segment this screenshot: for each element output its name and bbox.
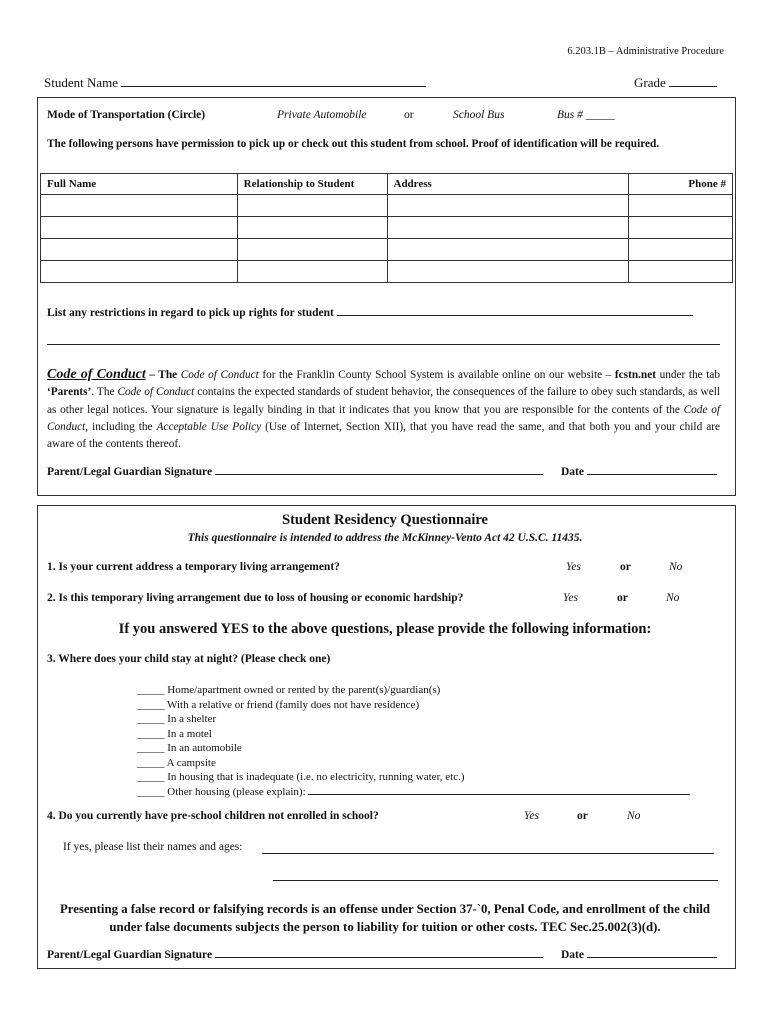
question-2: 2. Is this temporary living arrangement due to loss of housing or economic hardship?: [47, 592, 464, 604]
cell-full-name[interactable]: [41, 239, 238, 261]
option-other-row: [137, 785, 690, 800]
cell-relationship[interactable]: [237, 217, 387, 239]
student-name-row: [44, 75, 426, 91]
conduct-p1: for the Franklin County School System is available online on our website –: [258, 369, 615, 381]
conduct-aup: Acceptable Use Policy: [156, 420, 262, 433]
q2-or: or: [617, 592, 628, 604]
cell-relationship[interactable]: [237, 195, 387, 217]
conduct-site-link[interactable]: fcstn.net: [614, 369, 656, 381]
q4-no-option[interactable]: No: [627, 810, 641, 822]
if-yes-heading: If you answered YES to the above questions, please provide the following information:: [118, 621, 652, 637]
signature2-label: Parent/Legal Guardian Signature: [47, 949, 213, 961]
questionnaire-subtitle: This questionnaire is intended to address the McKinney-Vento Act 42 U.S.C. 11435.: [187, 532, 583, 544]
preschool-list-field[interactable]: [262, 853, 714, 854]
option-automobile[interactable]: _____ In an automobile: [137, 742, 242, 754]
restrictions-label: List any restrictions in regard to pick up rights for student: [47, 307, 334, 319]
table-row: [41, 195, 733, 217]
cell-phone[interactable]: [629, 217, 733, 239]
date1-label: Date: [561, 466, 584, 478]
transport-or: or: [404, 109, 414, 121]
signature2-row: [47, 949, 543, 961]
table-row: [41, 261, 733, 283]
cell-full-name[interactable]: [41, 217, 238, 239]
question-3: 3. Where does your child stay at night? (Please check one): [47, 653, 331, 665]
grade-label: Grade: [634, 75, 666, 90]
conduct-coc1: Code of Conduct: [180, 369, 259, 381]
question-1: 1. Is your current address a temporary living arrangement?: [47, 561, 340, 573]
conduct-coc3: Code of Conduct: [47, 403, 720, 433]
q4-or: or: [577, 810, 588, 822]
conduct-p6: (Use of Internet, Section XII), that you have read the same, and that both you and your child are aware of the contents thereof.: [47, 420, 720, 451]
grade-field[interactable]: [669, 86, 717, 87]
transport-label: Mode of Transportation (Circle): [47, 109, 206, 121]
cell-address[interactable]: [387, 195, 629, 217]
col-phone: Phone #: [629, 174, 733, 195]
conduct-p4: contains the expected standards of student behavior, the consequences of the failure to obey such standards, as well as other legal notices. Your signature is legally binding in that it indicates that you know that you are responsible for the contents of the: [47, 386, 720, 416]
other-explain-field[interactable]: [308, 794, 690, 795]
conduct-p5: , including the: [85, 420, 157, 433]
restrictions-field[interactable]: [337, 315, 693, 316]
procedure-number: 6.203.1B – Administrative Procedure: [567, 46, 724, 57]
date1-row: [561, 466, 717, 478]
cell-full-name[interactable]: [41, 261, 238, 283]
restrictions-field-line2[interactable]: [47, 344, 720, 345]
false-record-warning: Presenting a false record or falsifying records is an offense under Section 37-`0, Penal Code, and enrollment of the child under false documents subjects the person to liability for tuition or other costs. TEC Sec.25.002(3)(d).: [59, 902, 711, 934]
grade-row: [634, 75, 717, 91]
q2-no-option[interactable]: No: [666, 592, 680, 604]
table-row: [41, 239, 733, 261]
date2-label: Date: [561, 949, 584, 961]
q1-or: or: [620, 561, 631, 573]
cell-phone[interactable]: [629, 195, 733, 217]
student-name-field[interactable]: [121, 86, 426, 87]
student-name-label: Student Name: [44, 75, 119, 90]
option-home[interactable]: _____ Home/apartment owned or rented by the parent(s)/guardian(s): [137, 684, 441, 696]
date2-field[interactable]: [587, 957, 717, 958]
cell-address[interactable]: [387, 239, 629, 261]
bus-number-field[interactable]: Bus # _____: [557, 109, 615, 121]
signature2-field[interactable]: [215, 957, 543, 958]
permission-text: The following persons have permission to pick up or check out this student from school. Proof of identification will be required.: [47, 138, 660, 150]
question-4: 4. Do you currently have pre-school children not enrolled in school?: [47, 810, 379, 822]
signature1-field[interactable]: [215, 474, 543, 475]
option-campsite[interactable]: _____ A campsite: [137, 756, 216, 769]
cell-relationship[interactable]: [237, 239, 387, 261]
conduct-p2: under the tab: [656, 369, 721, 381]
option-other[interactable]: _____ Other housing (please explain):: [137, 785, 309, 798]
q1-no-option[interactable]: No: [669, 561, 683, 573]
option-shelter[interactable]: _____ In a shelter: [137, 713, 217, 725]
preschool-list-label: If yes, please list their names and ages:: [63, 841, 243, 853]
conduct-parents: ‘Parents’: [47, 386, 92, 399]
q1-yes-option[interactable]: Yes: [566, 561, 581, 573]
cell-phone[interactable]: [629, 261, 733, 283]
option-inadequate[interactable]: _____ In housing that is inadequate (i.e. no electricity, running water, etc.): [137, 771, 465, 783]
questionnaire-title: Student Residency Questionnaire: [282, 512, 488, 528]
conduct-paragraph: [47, 366, 720, 453]
q2-yes-option[interactable]: Yes: [563, 592, 578, 604]
preschool-list-field-2[interactable]: [273, 880, 718, 881]
conduct-p3: . The: [91, 386, 118, 399]
col-full-name: Full Name: [41, 174, 238, 195]
conduct-heading: Code of Conduct: [47, 367, 146, 382]
signature1-row: [47, 466, 543, 478]
transport-bus-option[interactable]: School Bus: [453, 109, 505, 121]
pickup-table-header: [41, 174, 733, 195]
signature1-label: Parent/Legal Guardian Signature: [47, 466, 213, 478]
cell-phone[interactable]: [629, 239, 733, 261]
table-row: [41, 217, 733, 239]
restrictions-row: [47, 307, 693, 319]
option-relative[interactable]: _____ With a relative or friend (family does not have residence): [137, 698, 420, 711]
conduct-dash: – The: [145, 369, 181, 381]
q4-yes-option[interactable]: Yes: [524, 810, 539, 822]
option-motel[interactable]: _____ In a motel: [137, 727, 212, 740]
cell-address[interactable]: [387, 217, 629, 239]
date2-row: [561, 949, 717, 961]
conduct-coc2: Code of Conduct: [117, 386, 195, 399]
date1-field[interactable]: [587, 474, 717, 475]
col-address: Address: [387, 174, 629, 195]
col-relationship: Relationship to Student: [237, 174, 387, 195]
cell-address[interactable]: [387, 261, 629, 283]
pickup-table: [40, 173, 733, 283]
cell-relationship[interactable]: [237, 261, 387, 283]
cell-full-name[interactable]: [41, 195, 238, 217]
transport-private-option[interactable]: Private Automobile: [277, 109, 367, 121]
